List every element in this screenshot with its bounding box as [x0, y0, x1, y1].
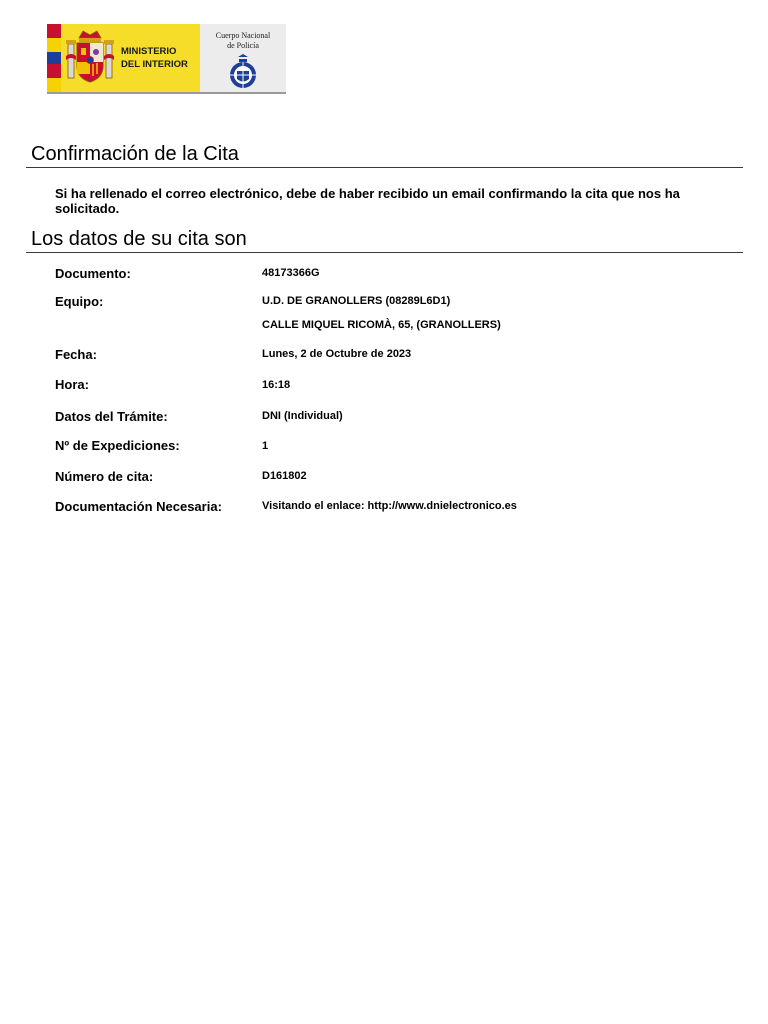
- appointment-details-title: Los datos de su cita son: [26, 226, 743, 253]
- confirmation-title: Confirmación de la Cita: [26, 141, 743, 168]
- ministry-logo: [61, 24, 200, 92]
- police-name: [216, 31, 270, 51]
- header-logo-banner: [47, 24, 286, 94]
- spanish-flag-stripe: [47, 24, 61, 92]
- tramite-value: DNI (Individual): [262, 410, 343, 422]
- spain-coat-of-arms-icon: [65, 28, 115, 88]
- ministry-line-2: DEL INTERIOR: [121, 59, 188, 70]
- police-line-1: Cuerpo Nacional: [215, 31, 271, 40]
- email-confirmation-notice: Si ha rellenado el correo electrónico, debe de haber recibido un email confirmando la cita que nos ha solicitado.: [55, 186, 680, 216]
- numero-cita-value: D161802: [262, 470, 307, 482]
- ministry-line-1: MINISTERIO: [121, 46, 177, 57]
- hora-value: 16:18: [262, 379, 291, 391]
- documentacion-value[interactable]: Visitando el enlace: http://www.dnielectronico.es: [262, 500, 517, 512]
- police-line-2: de Policía: [227, 41, 259, 50]
- documento-value: 48173366G: [262, 267, 320, 279]
- equipo-label: Equipo:: [55, 294, 104, 309]
- fecha-label: Fecha:: [55, 347, 97, 362]
- tramite-label: Datos del Trámite:: [55, 409, 168, 424]
- police-badge-icon: [228, 53, 258, 91]
- equipo-value: U.D. DE GRANOLLERS (08289L6D1): [262, 295, 451, 307]
- documento-label: Documento:: [55, 266, 131, 281]
- hora-label: Hora:: [55, 377, 89, 392]
- documentacion-label: Documentación Necesaria:: [55, 499, 222, 514]
- fecha-value: Lunes, 2 de Octubre de 2023: [262, 348, 412, 360]
- numero-cita-label: Número de cita:: [55, 469, 154, 484]
- police-logo: [200, 24, 286, 92]
- expediciones-label: Nº de Expediciones:: [55, 438, 180, 453]
- equipo-address: CALLE MIQUEL RICOMÀ, 65, (GRANOLLERS): [262, 319, 501, 331]
- ministry-name: [121, 45, 188, 71]
- expediciones-value: 1: [262, 440, 269, 452]
